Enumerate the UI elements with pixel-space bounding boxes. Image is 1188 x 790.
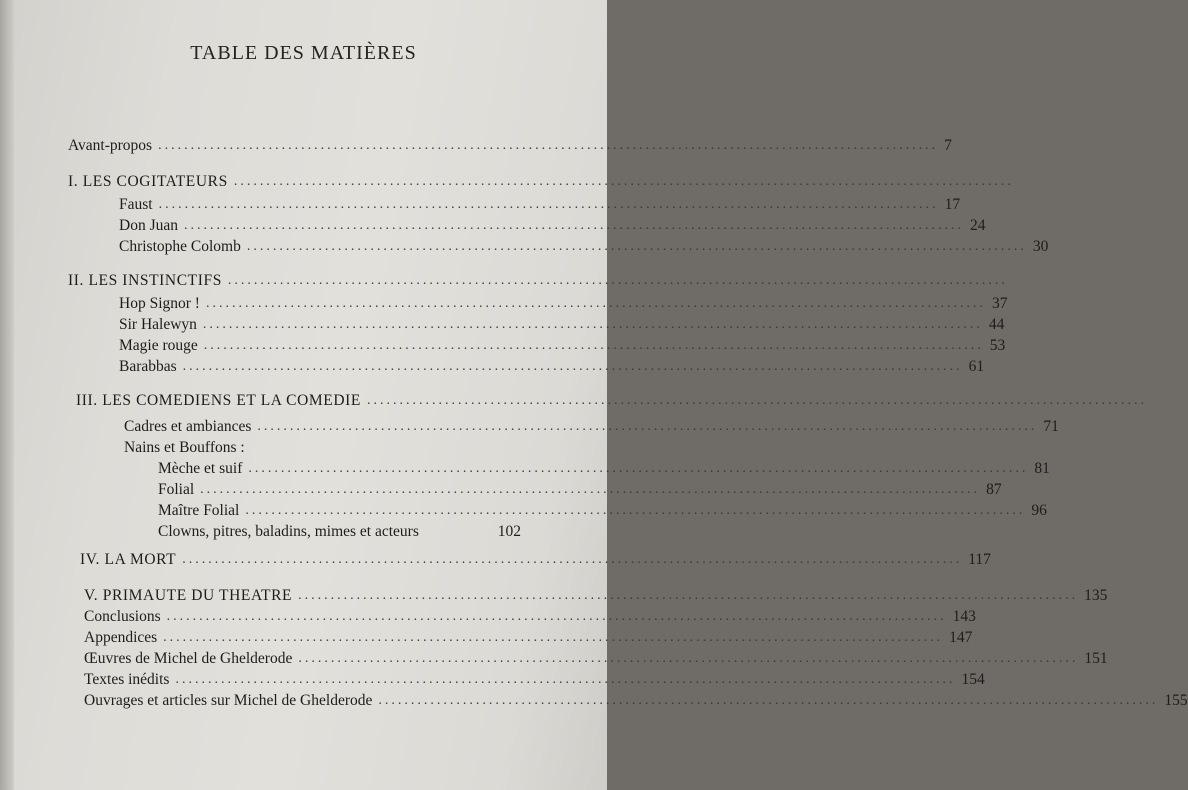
entry-label: Avant-propos	[68, 137, 153, 154]
entry-page: 155	[1164, 692, 1188, 709]
dot-leader: ........................................................................................................................	[175, 672, 956, 687]
entry-page: 24	[969, 217, 986, 234]
entry-page: 151	[1084, 650, 1108, 667]
entry-label: Œuvres de Michel de Ghelderode	[84, 650, 293, 667]
dot-leader: ........................................................................................................................	[248, 461, 1029, 476]
toc-entry-oeuvres	[84, 647, 1108, 669]
toc-section-5	[84, 584, 1108, 606]
toc-section-2	[68, 269, 1008, 291]
dot-leader: ........................................................................................................................	[163, 630, 944, 645]
toc-entry-barabbas	[119, 355, 985, 377]
toc-entry-avant-propos	[68, 134, 952, 156]
toc-entry-folial	[158, 478, 1002, 500]
toc-section-1	[68, 170, 1014, 192]
dot-leader: ........................................................................................................................	[158, 197, 939, 212]
entry-page: 53	[989, 337, 1006, 354]
dot-leader: ........................................................................................................................	[257, 419, 1038, 434]
toc-entry-textes	[84, 668, 985, 690]
toc-entry-appendices	[84, 626, 973, 648]
entry-label: Mèche et suif	[158, 460, 243, 477]
toc-entry-nains	[124, 436, 424, 458]
entry-page: 143	[952, 608, 976, 625]
toc-entry-maitre-folial	[158, 499, 1047, 521]
entry-label: Conclusions	[84, 608, 161, 625]
entry-label: Magie rouge	[119, 337, 198, 354]
page-edge-shadow	[0, 0, 14, 790]
entry-label: Ouvrages et articles sur Michel de Ghelderode	[84, 692, 373, 709]
dot-leader: ........................................................................................................................	[227, 273, 1008, 288]
entry-page: 87	[986, 481, 1002, 498]
entry-label: Textes inédits	[84, 671, 170, 688]
dot-leader: ........................................................................................................................	[233, 174, 1014, 189]
dot-leader: ........................................................................................................................	[245, 503, 1026, 518]
dot-leader: ........................................................................................................................	[203, 338, 984, 353]
entry-label: Clowns, pitres, baladins, mimes et acteurs	[158, 523, 419, 540]
entry-label: Nains et Bouffons :	[124, 439, 245, 456]
entry-label: Folial	[158, 481, 195, 498]
entry-page: 147	[949, 629, 973, 646]
entry-label: IV. LA MORT	[80, 551, 177, 568]
entry-label: Hop Signor !	[119, 295, 200, 312]
dot-leader: ........................................................................................................................	[202, 317, 983, 332]
toc-entry-ouvrages	[84, 689, 1188, 711]
entry-label: Appendices	[84, 629, 158, 646]
toc-section-4	[80, 548, 991, 570]
entry-page: 7	[944, 137, 952, 154]
dot-leader: ........................................................................................................................	[298, 588, 1079, 603]
entry-page: 71	[1043, 418, 1059, 435]
entry-label: Christophe Colomb	[119, 238, 241, 255]
entry-page: 102	[497, 523, 521, 540]
entry-page: 44	[988, 316, 1005, 333]
dot-leader: ........................................................................................................................	[166, 609, 947, 624]
toc-entry-cadres	[124, 415, 1059, 437]
entry-label: I. LES COGITATEURS	[68, 173, 228, 190]
entry-page: 81	[1034, 460, 1050, 477]
toc-entry-christophe-colomb	[119, 235, 1049, 257]
entry-label: Cadres et ambiances	[124, 418, 252, 435]
dot-leader: ........................................................................................................................	[182, 552, 963, 567]
toc-entry-hop-signor	[119, 292, 1008, 314]
dot-leader: ........................................................................................................................	[246, 239, 1027, 254]
entry-label: Don Juan	[119, 217, 178, 234]
page-title: TABLE DES MATIÈRES	[190, 42, 417, 64]
entry-label: V. PRIMAUTE DU THEATRE	[84, 587, 293, 604]
entry-label: III. LES COMEDIENS ET LA COMEDIE	[76, 392, 361, 409]
dot-leader: ........................................................................................................................	[298, 651, 1079, 666]
entry-label: Maître Folial	[158, 502, 240, 519]
dot-leader: ........................................................................................................................	[200, 482, 981, 497]
dot-leader: ........................................................................................................................	[366, 393, 1147, 408]
toc-entry-don-juan	[119, 214, 986, 236]
entry-page: 154	[961, 671, 985, 688]
entry-label: Barabbas	[119, 358, 177, 375]
entry-page: 135	[1084, 587, 1108, 604]
dot-leader: ........................................................................................................................	[378, 693, 1159, 708]
entry-label: II. LES INSTINCTIFS	[68, 272, 222, 289]
toc-entry-sir-halewyn	[119, 313, 1005, 335]
dot-leader: ........................................................................................................................	[183, 218, 964, 233]
entry-page: 96	[1031, 502, 1047, 519]
entry-label: Faust	[119, 196, 153, 213]
entry-page: 17	[944, 196, 961, 213]
entry-page: 117	[968, 551, 991, 568]
entry-page: 61	[968, 358, 985, 375]
entry-page: 30	[1032, 238, 1049, 255]
dot-leader: ........................................................................................................................	[182, 359, 963, 374]
toc-entry-conclusions	[84, 605, 976, 627]
toc-entry-clowns	[158, 520, 521, 542]
toc-entry-meche	[158, 457, 1050, 479]
entry-page: 37	[991, 295, 1008, 312]
dot-leader: ........................................................................................................................	[205, 296, 986, 311]
entry-label: Sir Halewyn	[119, 316, 197, 333]
toc-entry-faust	[119, 193, 961, 215]
toc-section-3	[76, 389, 1147, 411]
toc-entry-magie-rouge	[119, 334, 1006, 356]
dot-leader: ........................................................................................................................	[158, 138, 939, 153]
